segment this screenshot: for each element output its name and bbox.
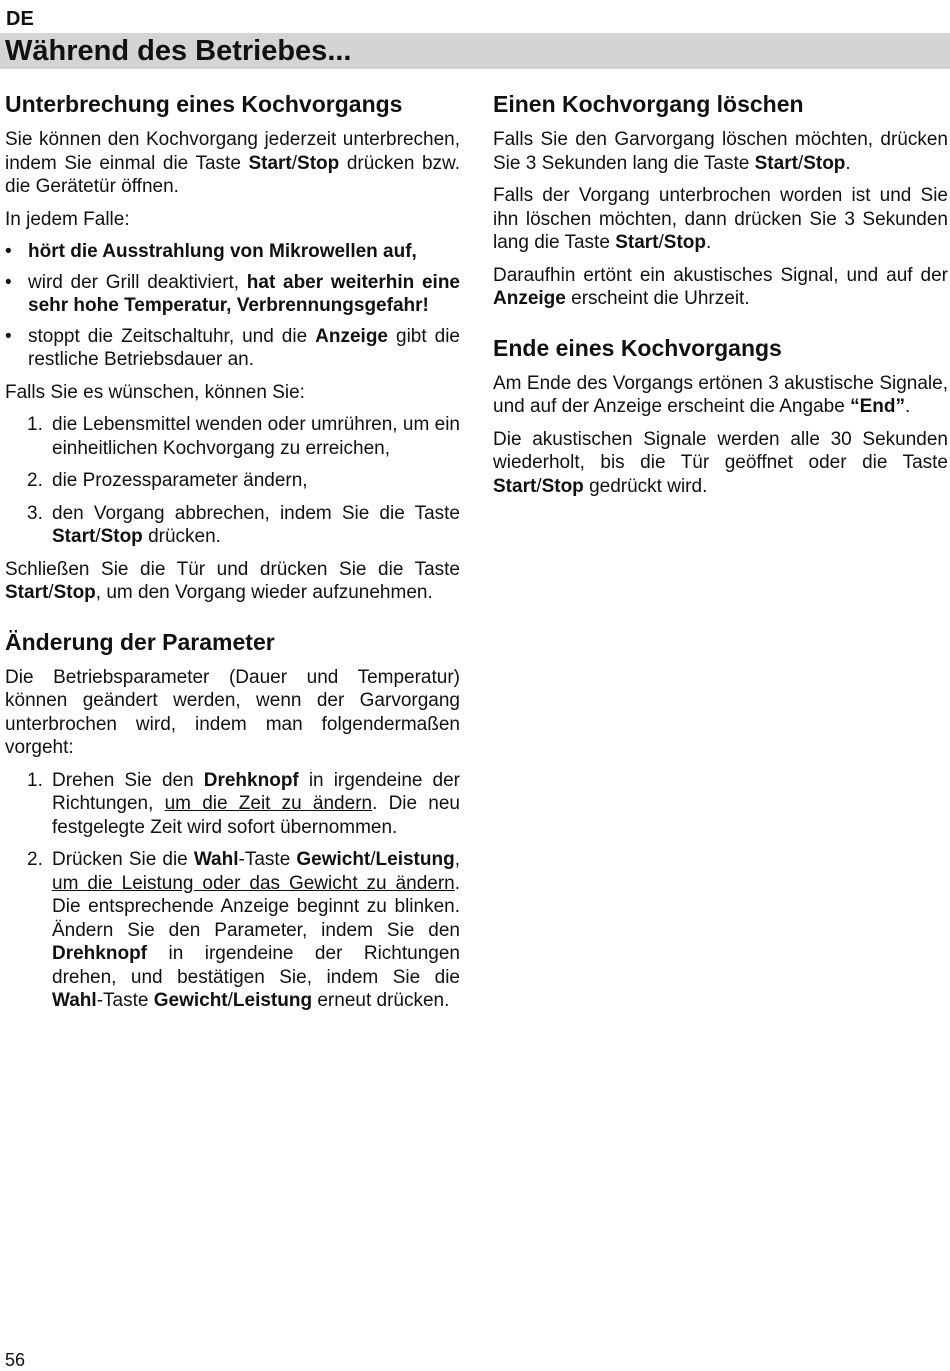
paragraph-delete-interrupted: Falls der Vorgang unterbrochen worden ist und Sie ihn löschen möchten, dann drücken Sie 3 Sekunden lang die Taste Start/Stop. [493,185,948,253]
paragraph-signal: Daraufhin ertönt ein akustisches Signal, und auf der Anzeige erscheint die Uhrzeit. [493,264,948,309]
list-item: 1. die Lebensmittel wenden oder umrühren, um ein einheitlichen Kochvorgang zu erreichen, [27,414,460,459]
page-number: 56 [5,1350,26,1370]
heading-unterbrechung: Unterbrechung eines Kochvorgangs [5,91,403,117]
paragraph-parameter: Die Betriebsparameter (Dauer und Temperatur) können geändert werden, wenn der Garvorgang unterbrochen wird, indem man folgendermaßen vorgeht: [5,666,460,758]
list-item: • hört die Ausstrahlung von Mikrowellen auf, [5,240,460,264]
paragraph-resume: Schließen Sie die Tür und drücken Sie die Taste Start/Stop, um den Vorgang wieder aufzunehmen. [5,558,460,603]
paragraph-repeat: Die akustischen Signale werden alle 30 Sekunden wiederholt, bis die Tür geöffnet oder die Taste Start/Stop gedrückt wird. [493,428,948,497]
language-code: DE [6,8,34,30]
paragraph-interrupt: Sie können den Kochvorgang jederzeit unterbrechen, indem Sie einmal die Taste Start/Stop drücken bzw. die Gerätetür öffnen. [5,129,461,197]
heading-loeschen: Einen Kochvorgang löschen [493,91,804,117]
page-title: Während des Betriebes... [5,35,352,67]
list-item: 2. die Prozessparameter ändern, [27,470,308,491]
effects-list [5,240,460,372]
list-item: 1. Drehen Sie den Drehknopf in irgendeine der Richtungen, um die Zeit zu ändern. Die neu festgelegte Zeit wird sofort übernommen. [27,769,460,838]
paragraph-in-any-case: In jedem Falle: [5,208,130,230]
options-list [5,413,460,549]
list-item: 3. den Vorgang abbrechen, indem Sie die Taste Start/Stop drücken. [27,502,460,547]
paragraph-delete: Falls Sie den Garvorgang löschen möchten, drücken Sie 3 Sekunden lang die Taste Start/Stop. [493,129,948,174]
paragraph-end: Am Ende des Vorgangs ertönen 3 akustische Signale, und auf der Anzeige erscheint die Angabe “End”. [493,372,948,417]
heading-parameter: Änderung der Parameter [5,628,275,655]
list-item: • wird der Grill deaktiviert, hat aber weiterhin eine sehr hohe Temperatur, Verbrennungsgefahr! [5,271,460,318]
paragraph-options: Falls Sie es wünschen, können Sie: [5,381,305,403]
heading-ende: Ende eines Kochvorgangs [493,334,782,361]
right-column [493,90,948,507]
parameter-steps-list [5,769,460,1013]
title-bar [0,33,950,69]
list-item: • stoppt die Zeitschaltuhr, und die Anzeige gibt die restliche Betriebsdauer an. [5,325,460,372]
left-column [5,90,460,1022]
list-item: 2. Drücken Sie die Wahl-Taste Gewicht/Leistung, um die Leistung oder das Gewicht zu ändern. Die entsprechende Anzeige beginnt zu blinken. Ändern Sie den Parameter, indem Sie den Drehknopf in irgendeine der Richtungen drehen, und bestätigen Sie, indem Sie die Wahl-Taste Gewicht/Leistung erneut drücken. [27,849,460,1011]
